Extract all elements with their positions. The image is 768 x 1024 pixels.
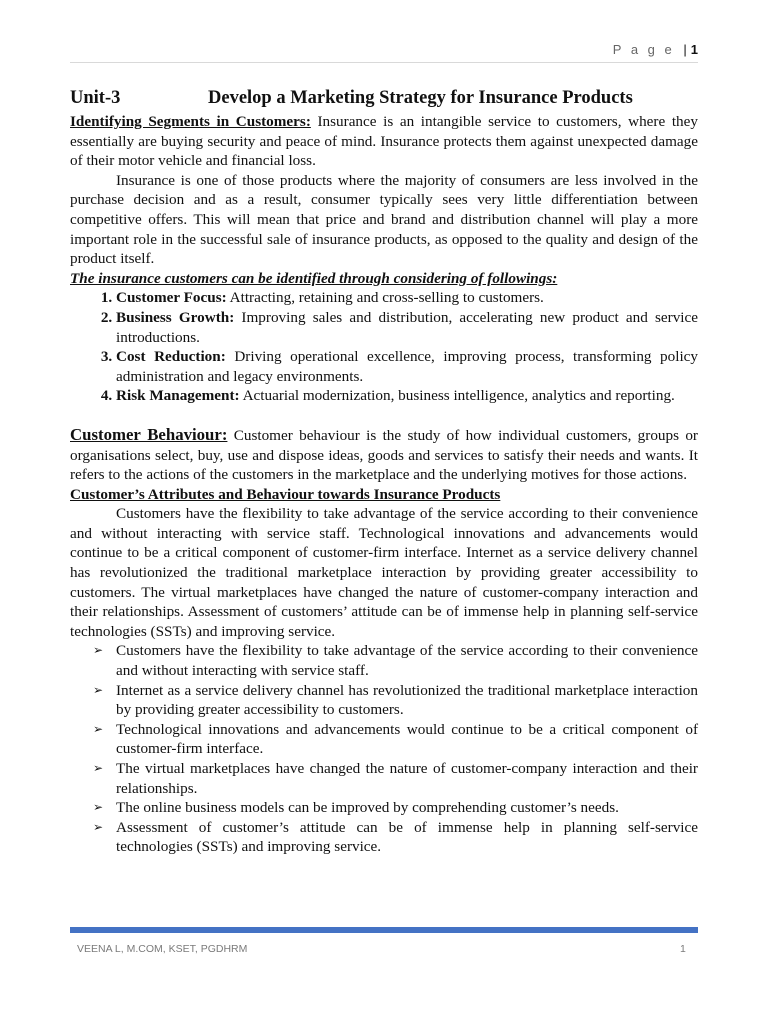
arrow-bullet-icon: ➢ xyxy=(93,643,104,658)
document-body xyxy=(70,86,698,857)
arrow-bullet-icon: ➢ xyxy=(93,819,104,834)
bullet-text: Customers have the flexibility to take advantage of the service according to their convenience and without interacting with service staff. xyxy=(116,642,698,680)
bullet-text: Assessment of customer’s attitude can be of immense help in planning self-service technologies (SSTs) and improving service. xyxy=(116,818,698,856)
unit-label: Unit-3 xyxy=(70,88,121,108)
behaviour-heading: Customer Behaviour: xyxy=(70,424,228,444)
segments-paragraph xyxy=(70,112,698,171)
list-item xyxy=(116,386,698,406)
section-spacer xyxy=(70,406,698,425)
bullet-item xyxy=(93,681,698,720)
bullet-item xyxy=(93,798,698,818)
list-item xyxy=(116,347,698,386)
footer-accent-bar xyxy=(70,927,698,933)
attributes-heading: Customer’s Attributes and Behaviour towards Insurance Products xyxy=(70,485,501,503)
bullet-item xyxy=(93,720,698,759)
list-item-text: Driving operational excellence, improving process, transforming policy administration and legacy environments. xyxy=(116,348,699,385)
page-separator: | xyxy=(683,42,687,57)
bullet-item xyxy=(93,759,698,798)
page-label: P a g e xyxy=(612,42,675,57)
footer-author: VEENA L, M.COM, KSET, PGDHRM xyxy=(77,943,248,955)
arrow-bullet-icon: ➢ xyxy=(93,721,104,736)
list-item-text: Actuarial modernization, business intelligence, analytics and reporting. xyxy=(239,387,675,405)
bullet-item xyxy=(93,818,698,857)
bullet-text: The online business models can be improved by comprehending customer’s needs. xyxy=(116,799,619,817)
header-divider xyxy=(70,62,698,63)
identify-list xyxy=(70,288,698,406)
list-item-text: Improving sales and distribution, accelerating new product and service introductions. xyxy=(116,308,698,346)
footer-page-number: 1 xyxy=(680,943,686,955)
title-text: Develop a Marketing Strategy for Insurance Products xyxy=(208,88,633,108)
bullet-text: Technological innovations and advancements would continue to be a critical component of customer-firm interface. xyxy=(116,720,698,758)
page-header xyxy=(613,42,698,57)
bullet-item xyxy=(93,641,698,680)
insurance-paragraph: Insurance is one of those products where the majority of consumers are less involved in the purchase decision and as a result, consumer typically sees very little differentiation between competitive offers. This will mean that price and brand and distribution channel will play a more important role in the successful sale of insurance products, as opposed to the quality and design of the product itself. xyxy=(70,171,698,268)
arrow-bullet-icon: ➢ xyxy=(93,682,104,697)
list-item xyxy=(116,308,698,347)
arrow-bullet-icon: ➢ xyxy=(93,800,104,815)
bullet-text: Internet as a service delivery channel has revolutionized the traditional marketplace interaction by providing greater accessibility to customers. xyxy=(116,681,698,719)
list-item-text: Attracting, retaining and cross-selling to customers. xyxy=(226,289,544,307)
bullet-text: The virtual marketplaces have changed the nature of customer-company interaction and their relationships. xyxy=(116,760,698,797)
identify-heading: The insurance customers can be identified through considering of followings: xyxy=(70,269,558,287)
arrow-bullet-icon: ➢ xyxy=(93,761,104,775)
list-item-term: Risk Management: xyxy=(116,387,240,405)
document-title xyxy=(70,86,698,110)
attributes-paragraph: Customers have the flexibility to take advantage of the service according to their convenience and without interacting with service staff. Technological innovations and advancements would continue to be a critical component of customer-firm interface. Internet as a service delivery channel has revolutionized the traditional marketplace interaction by providing greater accessibility to customers. The virtual marketplaces have changed the nature of customer-company interaction and their relationships. Assessment of customers’ attitude can be of immense help in planning self-service technologies (SSTs) and improving service. xyxy=(70,505,698,640)
attributes-bullet-list xyxy=(70,641,698,857)
behaviour-paragraph xyxy=(70,425,698,485)
list-item-term: Cost Reduction: xyxy=(116,348,226,366)
behaviour-text: Customer behaviour is the study of how individual customers, groups or organisations select, buy, use and dispose ideas, goods and services to satisfy their needs and wants. It refers to the actions of the customers in the marketplace and the underlying motives for those actions. xyxy=(70,426,698,484)
list-item-term: Customer Focus: xyxy=(116,289,227,307)
segments-text: Insurance is an intangible service to customers, where they essentially are buying security and peace of mind. Insurance protects them against unexpected damage of their motor vehicle and financial loss. xyxy=(70,113,698,170)
list-item-term: Business Growth: xyxy=(116,308,235,326)
segments-heading: Identifying Segments in Customers: xyxy=(70,113,311,130)
page-number: 1 xyxy=(690,42,698,57)
list-item xyxy=(116,288,698,308)
